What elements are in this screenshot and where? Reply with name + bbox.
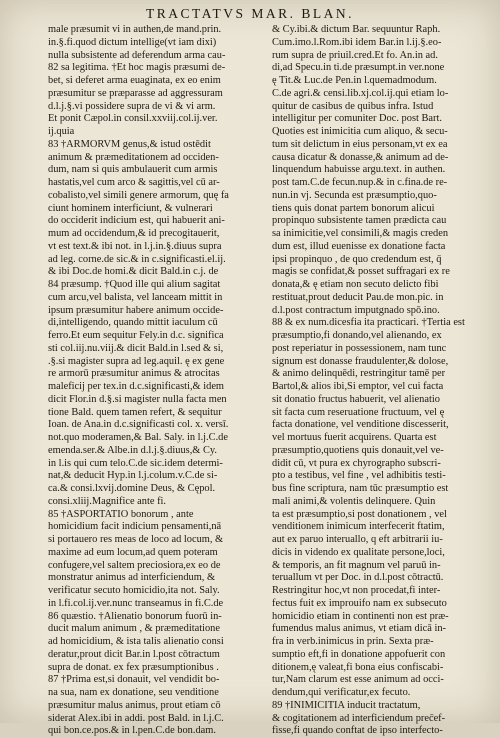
- text-line: donata,& ę etiam non secuto delicto fibi: [272, 279, 439, 290]
- text-line: tur,Nam clarum est esse animum ad occi-: [272, 674, 444, 686]
- text-line: Bartol,& alios ibi,Si emptor, vel cui facta: [272, 381, 444, 392]
- text-line: ferro.Et eum sequitur Fely.in d.c. significa: [48, 330, 224, 341]
- text-line: bus fine scriptura, nam tūc præsumptio est: [272, 483, 449, 494]
- text-line: pto a testibus, vel fine , vel adhibitis testi-: [272, 470, 446, 482]
- text-line: quitur de casibus de quibus infra. Istud: [272, 100, 434, 112]
- text-line: nat,& deducit Hyp.in l.j.colum.v.C.de si-: [48, 470, 218, 482]
- left-column: [48, 24, 266, 738]
- text-line: propinquo subsistente tamen prædicta cau: [272, 215, 447, 227]
- text-line: deratur,prout dicit Bar.in l.post cōtractum: [48, 648, 220, 660]
- text-line: 86 quæstio. †Alienatio bonorum fuorū in-: [48, 610, 222, 622]
- text-line: teruallum vt per Doc. in d.l.post cōtractū.: [272, 572, 444, 584]
- text-line: maleficij per tex.in d.c.significasti,& idem: [48, 381, 225, 392]
- text-line: bet, si deferet arma euaginata, ex eo enim: [48, 75, 221, 86]
- text-line: in l.is qui cum telo.C.de sic.idem determi-: [48, 457, 223, 469]
- text-line: animum & præmeditationem ad occiden-: [48, 151, 219, 163]
- text-line: nulla subsistente ad deferendum arma cau-: [48, 49, 226, 61]
- text-line: dicis in videndo ex qualitate persone,loci,: [272, 546, 445, 558]
- text-line: fectus fuit ex improuifo nam ex subsecuto: [272, 597, 447, 609]
- text-line: confugere,vel saltem preciosiora,ex eo de: [48, 559, 221, 571]
- text-line: post reperiatur in possessionem, nam tunc: [272, 342, 447, 354]
- text-line: ducit malum animum , & præmeditatione: [48, 623, 220, 635]
- text-line: homicidium facit indicium pensamenti,nā: [48, 521, 222, 533]
- text-line: emenda.ser.& Albe.in d.l.j.§.diuus,& Cy.: [48, 444, 218, 456]
- text-line: supra de donat. ex fex præsumptionibus .: [48, 661, 219, 673]
- text-line: præsumptio,quotiens quis donauit,vel ve-: [272, 444, 444, 456]
- text-line: venditionem inimicum interfecerit ftatim,: [272, 521, 445, 533]
- text-line: na sua, nam ex donatione, seu venditione: [48, 687, 219, 698]
- text-line: verificatur secuto homicidio,ita not. Saly.: [48, 585, 220, 596]
- text-line: monstratur animus ad interficiendum, &: [48, 572, 216, 584]
- text-line: ad homicidium, & ista talis alienatio consi: [48, 636, 224, 647]
- text-line: Cum.imo.l.Rom.ibi idem Bar.in l.ij.§.eo-: [272, 36, 442, 48]
- text-line: d.l.post contractum imputgnado spō.ino.: [272, 304, 440, 316]
- text-line: præsumitur malus animus, prout etiam cō: [48, 699, 221, 711]
- text-line: ij.quia: [48, 126, 75, 137]
- text-line: consi.xliij.Magnifice ante fi.: [48, 495, 167, 507]
- text-line: mum ad occidendum,& id precogitauerit,: [48, 228, 220, 239]
- text-line: ta est præsumptio,si post donationem , vel: [272, 508, 447, 520]
- text-line: 82 sa legitima. †Et hoc magis præsumi de-: [48, 62, 226, 74]
- text-line: vel mortuus fuerit acquirens. Quarta est: [272, 432, 437, 443]
- text-line: signum est donasse fraudulenter,& dolose,: [272, 355, 449, 367]
- text-line: ę Tit.& Luc.de Pen.in l.quemadmodum.: [272, 75, 437, 86]
- text-line: not.quo moderamen,& Bal. Saly. in l.j.C.de: [48, 432, 228, 443]
- text-line: rum supra de priuil.cred.Et fo. An.in ad.: [272, 49, 438, 61]
- text-line: cobalisto,vel simili genere armorum, quę fa: [48, 189, 229, 201]
- text-line: cum arcu,vel balista, vel lanceam mittit in: [48, 291, 223, 303]
- text-line: in l.fi.col.ij.ver.nunc transeamus in fi.C.de: [48, 597, 224, 609]
- text-line: præsumitur se præparasse ad aggressuram: [48, 87, 223, 99]
- text-line: dicit Flor.in d.§.si magister nulla facta men: [48, 393, 227, 405]
- text-line: sumptio eft,fi in donatione appofuerit con: [272, 648, 446, 660]
- text-line: Restringitur hoc,vt non procedat,fi inter-: [272, 585, 441, 596]
- text-line: Et ponit Cæpol.in consil.xxviij.col.ij.ver.: [48, 113, 218, 125]
- text-line: nun.in vj. Secunda est præsumptio,quo-: [272, 189, 437, 201]
- text-line: dum, nam si quis ambulauerit cum armis: [48, 164, 218, 176]
- text-line: 85 †ASPORTATIO bonorum , ante: [48, 508, 194, 520]
- text-line: sit facta cum reseruatione fructuum, vel ę: [272, 406, 445, 418]
- text-line: tiens quis donat partem bonorum alicui: [272, 202, 435, 214]
- text-line: .§.si magister supra ad leg.aquil. ę ex gene: [48, 355, 225, 367]
- text-line: Ioan. de Ana.in d.c.significasti col. x. versī.: [48, 419, 229, 431]
- text-line: C.de agri.& censi.lib.xj.col.ij.qui etiam lo-: [272, 87, 449, 99]
- text-line: dum est, illud euenisse ex donatione facta: [272, 240, 446, 252]
- text-line: & cogitationem ad interficiendum prec̄ef-: [272, 712, 446, 724]
- text-line: ca.& consi.lxvij.domine Deus, & Cępol.: [48, 483, 216, 494]
- text-line: Quoties est inimicitia cum aliquo, & secu-: [272, 126, 448, 137]
- text-line: mali animi,& volentis delinquere. Quin: [272, 495, 436, 507]
- running-title: TRACTATVS MAR. BLAN.: [146, 6, 354, 21]
- text-line: di,intelligendo, quando mittit iaculum cū: [48, 317, 218, 329]
- text-line: didit cū, vt pura ex chyrographo subscri-: [272, 457, 441, 469]
- text-line: & ibi Doc.de homi.& dicit Bald.in c.j. de: [48, 266, 219, 278]
- text-line: causa dicatur & donasse,& animum ad de-: [272, 151, 449, 163]
- text-line: & Cy.ibi.& dictum Bar. sequuntur Raph.: [272, 24, 441, 35]
- text-line: magis se confidat,& posset suffragari ex re: [272, 266, 450, 278]
- text-line: intelligitur per comuniter Doc. post Bart.: [272, 113, 442, 125]
- text-line: ipsi propinquo , de quo credendum est, q̄: [272, 253, 442, 265]
- text-line: facta donatione, vel venditione discesserit,: [272, 419, 449, 431]
- text-line: & temporis, an fit magnum vel paruū in-: [272, 559, 441, 571]
- text-line: si portauero res meas de loco ad locum, &: [48, 534, 224, 545]
- text-line: fra in verb.inimicus in prin. Sexta præ-: [272, 636, 434, 647]
- text-line: ad leg. corne.de sic.& in c.significasti.el.ij.: [48, 253, 226, 265]
- text-line: præsumptio,fi donando,vel alienando, ex: [272, 330, 442, 341]
- text-line: 83 †ARMORVM genus,& istud ostēdit: [48, 138, 211, 150]
- text-line: vt est text.& ibi not. in l.j.in.§.diuus supra: [48, 240, 222, 252]
- text-line: male præsumit vi in authen,de mand.prin.: [48, 24, 222, 35]
- text-line: hastatis,vel cum arco & sagittis,vel cū ar-: [48, 177, 220, 188]
- text-line: dendum,qui verificatur,ex fecuto.: [272, 687, 411, 698]
- text-line: restituat,prout deducit Pau.de mon.pic. in: [272, 291, 444, 303]
- text-line: 87 †Prima est,si donauit, vel vendidit bo-: [48, 674, 220, 686]
- text-line: qui bon.ce.pos.& in l.pen.C.de bon.dam.: [48, 725, 216, 737]
- text-line: homicidio etiam in continenti non est præ-: [272, 610, 449, 622]
- text-line: fisse,fi quando conftat de ipso interfecto-: [272, 725, 443, 737]
- text-line: di,ad Specu.in ti.de præsumpt.in ver.none: [272, 62, 445, 74]
- text-line: 89 †INIMICITIA inducit tractatum,: [272, 699, 421, 711]
- text-line: do occiderit indicium est, qui habuerit ani-: [48, 215, 225, 227]
- text-line: tione Bald. quem tamen refert, & sequitur: [48, 406, 222, 418]
- text-line: maxime ad eum locum,ad quem poteram: [48, 546, 218, 558]
- text-line: sit donatio fructus habuerit, vel alienatio: [272, 393, 440, 405]
- text-line: 88 & ex num.dicesfia ita practicari. †Tertia est: [272, 317, 465, 329]
- text-line: aut ex paruo interuallo, q eft arbitrarii iu-: [272, 534, 443, 545]
- text-line: fumendus malus animus, vt etiam dicā in-: [272, 623, 447, 635]
- text-line: ciunt hominem interficiunt, & vulnerari: [48, 202, 213, 214]
- text-line: sti col.iij.nu.viij.& dicit Bald.in l.sed & si,: [48, 342, 224, 354]
- text-line: siderat Alex.ibi in addi. post Bald. in l.j.C.: [48, 712, 224, 724]
- text-line: re armorū præsumitur animus & atrocitas: [48, 368, 220, 380]
- right-column: [272, 24, 496, 738]
- text-line: post tam.C.de fecun.nup.& in c.fina.de re-: [272, 177, 448, 188]
- text-line: in.§.fi.quod dictum intellige(vt iam dixi): [48, 36, 217, 48]
- text-line: ipsum præsumitur habere animum occide-: [48, 304, 224, 316]
- text-line: linquendum habuisse argu.text. in authen.: [272, 164, 446, 176]
- text-line: sa inimicitie,vel consimili,& magis creden: [272, 228, 449, 239]
- text-line: 84 præsump. †Quod ille qui alium sagitat: [48, 279, 221, 290]
- text-line: d.l.j.§.vi possidere supra de vi & vi arm.: [48, 100, 216, 112]
- text-line: tum sit delictum in eius personam,vt ex ea: [272, 138, 448, 150]
- text-line: ditionem,ę valeat,fi bona eius confiscabi-: [272, 661, 444, 673]
- text-line: & animo delinquēdi, restringitur tamē per: [272, 368, 446, 380]
